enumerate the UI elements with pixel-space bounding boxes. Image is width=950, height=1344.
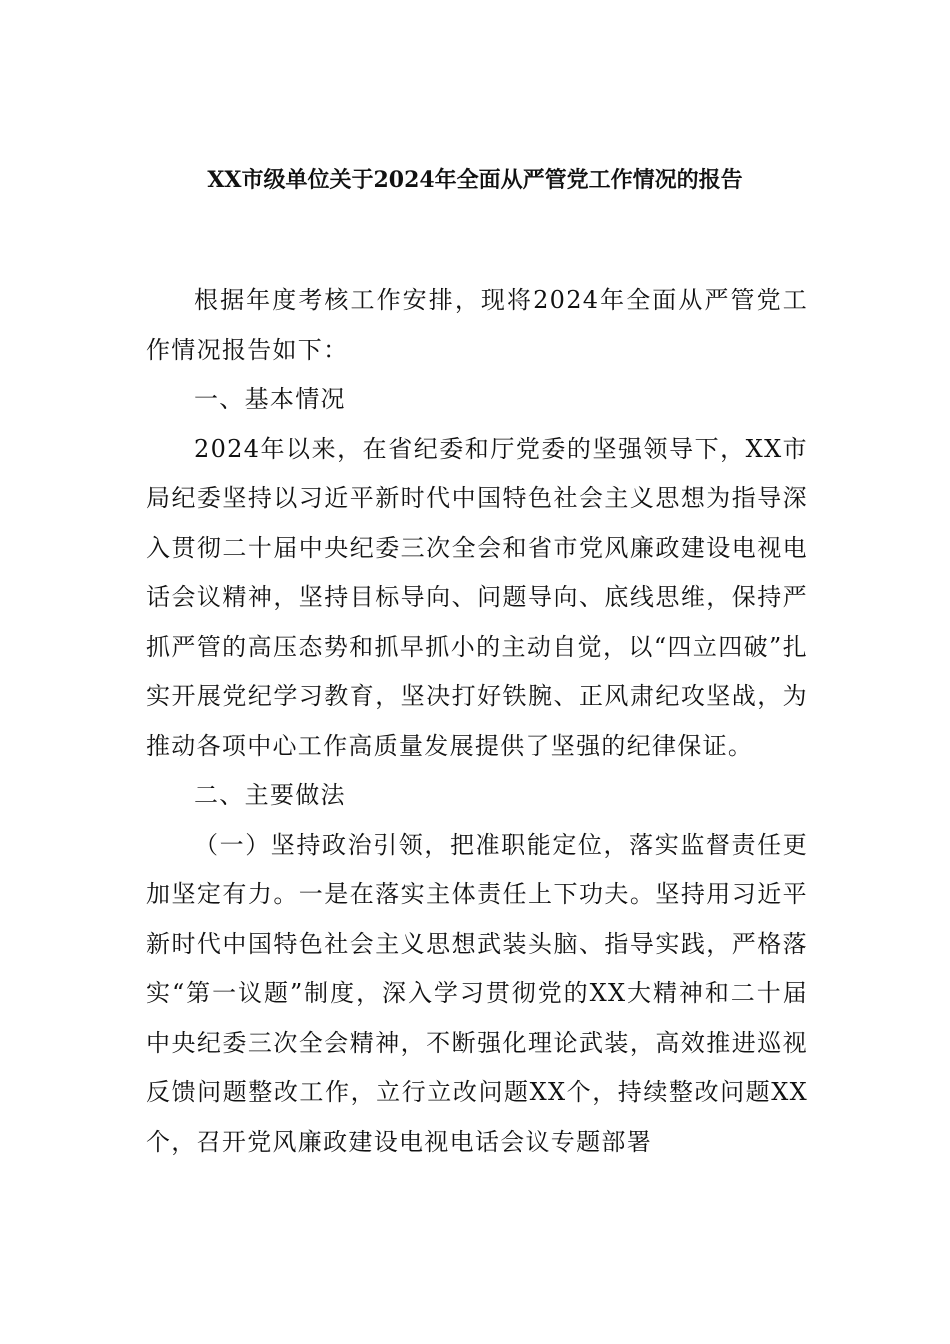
section-heading-basic-situation: 一、基本情况: [194, 385, 346, 413]
paragraph-basic-situation: 2024年以来，在省纪委和厅党委的坚强领导下，XX市局纪委坚持以习近平新时代中国特色社会主义思想为指导深入贯彻二十届中央纪委三次全会和省市党风廉政建设电视电话会议精神，坚持目标导向、问题导向、底线思维，保持严抓严管的高压态势和抓早抓小的主动自觉，以“四立四破”扎实开展党纪学习教育，坚决打好铁腕、正风肃纪攻坚战，为推动各项中心工作高质量发展提供了坚强的纪律保证。: [146, 434, 808, 760]
paragraph-main-practices-1: （一）坚持政治引领，把准职能定位，落实监督责任更加坚定有力。一是在落实主体责任上下功夫。坚持用习近平新时代中国特色社会主义思想武装头脑、指导实践，严格落实“第一议题”制度，深入学习贯彻党的XX大精神和二十届中央纪委三次全会精神，不断强化理论武装，高效推进巡视反馈问题整改工作，立行立改问题XX个，持续整改问题XX个，召开党风廉政建设电视电话会议专题部署: [146, 830, 808, 1156]
paragraph-intro: 根据年度考核工作安排，现将2024年全面从严管党工作情况报告如下：: [146, 286, 808, 364]
section-heading-main-practices: 二、主要做法: [194, 781, 346, 809]
document-title: XX市级单位关于2024年全面从严管党工作情况的报告: [207, 167, 743, 193]
document-body: [146, 276, 808, 1167]
